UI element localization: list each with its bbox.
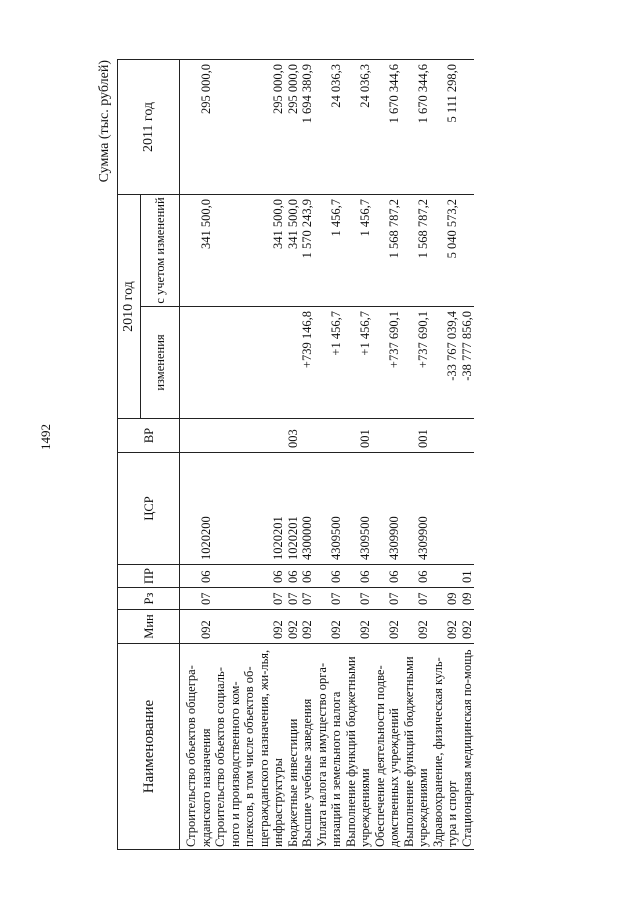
row-2011: 295 000,0: [180, 60, 214, 195]
row-csr: 4309900: [373, 453, 402, 565]
row-rz: 07: [213, 588, 286, 610]
table-row: [286, 60, 301, 850]
row-with-changes: 1 568 787,2: [373, 195, 402, 307]
row-changes: [286, 307, 301, 419]
header-vr: ВР: [118, 419, 180, 453]
row-csr: 4309500: [315, 453, 344, 565]
row-with-changes: 1 456,7: [344, 195, 373, 307]
row-rz: 07: [402, 588, 431, 610]
row-rz: 07: [300, 588, 315, 610]
row-with-changes: 1 568 787,2: [402, 195, 431, 307]
row-vr: [373, 419, 402, 453]
row-changes: -33 767 039,4: [431, 307, 460, 419]
row-vr: [431, 419, 460, 453]
row-rz: 07: [315, 588, 344, 610]
row-pr: 01: [460, 565, 475, 588]
row-csr: 1020201: [286, 453, 301, 565]
row-csr: 4309900: [402, 453, 431, 565]
row-name: Выполнение функций бюджетными учреждениями: [402, 644, 431, 850]
row-with-changes: 1 570 243,9: [300, 195, 315, 307]
row-changes: +1 456,7: [315, 307, 344, 419]
table-body: [180, 60, 475, 850]
row-pr: [431, 565, 460, 588]
row-vr: [213, 419, 286, 453]
row-min: 092: [286, 610, 301, 644]
row-with-changes: [460, 195, 475, 307]
row-csr: 4309500: [344, 453, 373, 565]
row-2011: [460, 60, 475, 195]
row-name: Уплата налога на имущество орга-низаций и земельного налога: [315, 644, 344, 850]
row-vr: 003: [286, 419, 301, 453]
row-with-changes: 341 500,0: [180, 195, 214, 307]
row-min: 092: [373, 610, 402, 644]
header-year-2010: 2010 год: [118, 195, 141, 419]
row-2011: 1 670 344,6: [373, 60, 402, 195]
row-2011: 295 000,0: [286, 60, 301, 195]
row-csr: 1020200: [180, 453, 214, 565]
row-pr: 06: [402, 565, 431, 588]
header-min: Мин: [118, 610, 180, 644]
row-min: 092: [300, 610, 315, 644]
row-pr: 06: [373, 565, 402, 588]
row-vr: 001: [402, 419, 431, 453]
row-name: Строительство объектов социаль-ного и производственного ком-плексов, в том числе объектов об-щегражданского назначения, жи-лья, инфраструктуры: [213, 644, 286, 850]
budget-table: [117, 59, 474, 850]
header-changes: изменения: [141, 307, 180, 419]
row-vr: [460, 419, 475, 453]
row-min: 092: [180, 610, 214, 644]
row-pr: 06: [344, 565, 373, 588]
row-rz: 07: [373, 588, 402, 610]
row-with-changes: 5 040 573,2: [431, 195, 460, 307]
row-2011: 1 670 344,6: [402, 60, 431, 195]
row-vr: 001: [344, 419, 373, 453]
row-pr: 06: [315, 565, 344, 588]
table-row: [315, 60, 344, 850]
table-row: [460, 60, 475, 850]
row-2011: 5 111 298,0: [431, 60, 460, 195]
row-changes: [213, 307, 286, 419]
row-name: Высшие учебные заведения: [300, 644, 315, 850]
row-pr: 06: [180, 565, 214, 588]
row-min: 092: [315, 610, 344, 644]
header-year-2011: 2011 год: [118, 60, 180, 195]
row-vr: [315, 419, 344, 453]
row-pr: 06: [300, 565, 315, 588]
header-with-changes: с учетом изменений: [141, 195, 180, 307]
row-with-changes: 1 456,7: [315, 195, 344, 307]
table-row: [213, 60, 286, 850]
row-vr: [300, 419, 315, 453]
row-min: 092: [402, 610, 431, 644]
row-csr: 4300000: [300, 453, 315, 565]
table-row: [344, 60, 373, 850]
row-2011: 24 036,3: [315, 60, 344, 195]
row-changes: +739 146,8: [300, 307, 315, 419]
row-name: Стационарная медицинская по-мощь: [460, 644, 475, 850]
units-label: Сумма (тыс. рублей): [97, 60, 112, 183]
table-header: [118, 60, 180, 850]
row-2011: 24 036,3: [344, 60, 373, 195]
row-changes: +737 690,1: [373, 307, 402, 419]
row-rz: 09: [431, 588, 460, 610]
row-rz: 07: [286, 588, 301, 610]
row-vr: [180, 419, 214, 453]
row-rz: 07: [180, 588, 214, 610]
row-pr: 06: [213, 565, 286, 588]
row-2011: 295 000,0: [213, 60, 286, 195]
row-with-changes: 341 500,0: [213, 195, 286, 307]
row-min: 092: [460, 610, 475, 644]
header-csr: ЦСР: [118, 453, 180, 565]
rotated-page-content: [95, 60, 550, 850]
table-row: [431, 60, 460, 850]
row-pr: 06: [286, 565, 301, 588]
header-rz: Рз: [118, 588, 180, 610]
row-name: Выполнение функций бюджетными учреждениями: [344, 644, 373, 850]
row-with-changes: 341 500,0: [286, 195, 301, 307]
row-2011: 1 694 380,9: [300, 60, 315, 195]
row-changes: [180, 307, 214, 419]
table-row: [300, 60, 315, 850]
table-row: [373, 60, 402, 850]
row-name: Бюджетные инвестиции: [286, 644, 301, 850]
row-rz: 09: [460, 588, 475, 610]
row-min: 092: [344, 610, 373, 644]
row-csr: [431, 453, 460, 565]
table-row: [402, 60, 431, 850]
row-csr: [460, 453, 475, 565]
row-changes: +1 456,7: [344, 307, 373, 419]
row-name: Обеспечение деятельности подве-домственных учреждений: [373, 644, 402, 850]
row-rz: 07: [344, 588, 373, 610]
row-min: 092: [431, 610, 460, 644]
row-name: Здравоохранение, физическая куль-тура и спорт: [431, 644, 460, 850]
page-number: 1492: [38, 424, 53, 450]
row-changes: -38 777 856,0: [460, 307, 475, 419]
header-name: Наименование: [118, 644, 180, 850]
table-row: [180, 60, 214, 850]
row-changes: +737 690,1: [402, 307, 431, 419]
row-name: Строительство объектов общегра-жданского назначения: [180, 644, 214, 850]
header-pr: ПР: [118, 565, 180, 588]
row-csr: 1020201: [213, 453, 286, 565]
row-min: 092: [213, 610, 286, 644]
